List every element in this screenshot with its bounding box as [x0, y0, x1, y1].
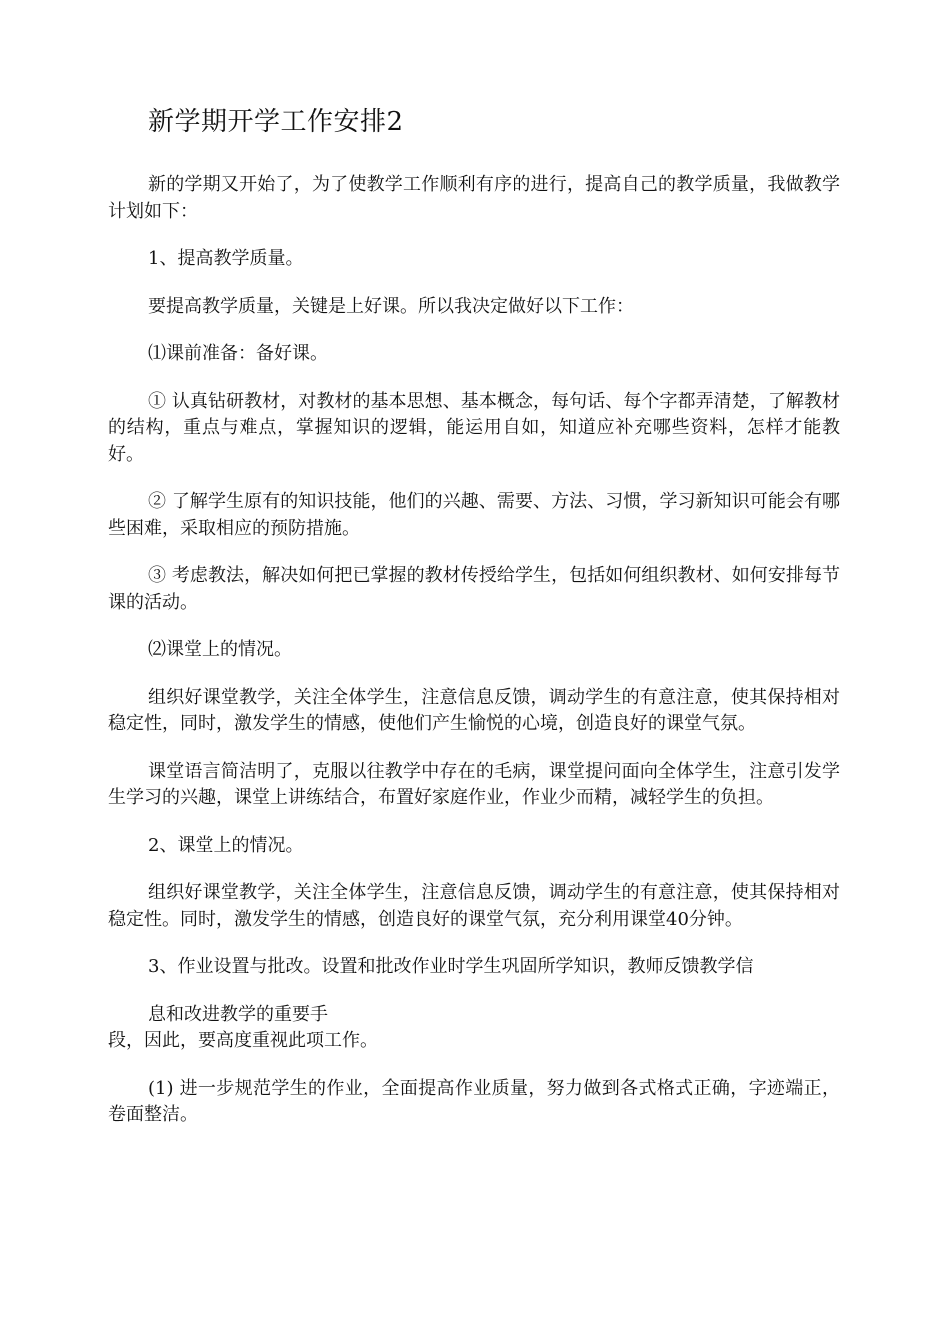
- paragraph-subheading: ⑴课前准备：备好课。: [148, 343, 328, 364]
- paragraph-item-2: ② 了解学生原有的知识技能，他们的兴趣、需要、方法、习惯，学习新知识可能会有哪些困难，采取相应的预防措施。: [108, 491, 840, 539]
- paragraph-fragment: 息和改进教学的重要手: [148, 1003, 328, 1025]
- paragraph-item: (1) 进一步规范学生的作业，全面提高作业质量，努力做到各式格式正确，字迹端正，卷面整洁。: [108, 1077, 840, 1125]
- document-title: 新学期开学工作安排2: [148, 107, 404, 137]
- paragraph-subheading: ⑵课堂上的情况。: [148, 639, 292, 660]
- paragraph-item-1: ① 认真钻研教材，对教材的基本思想、基本概念，每句话、每个字都弄清楚，了解教材的结构，重点与难点，掌握知识的逻辑，能运用自如，知道应补充哪些资料，怎样才能教好。: [108, 390, 840, 465]
- paragraph: 组织好课堂教学，关注全体学生，注意信息反馈，调动学生的有意注意，使其保持相对稳定性，同时，激发学生的情感，使他们产生愉悦的心境，创造良好的课堂气氛。: [108, 686, 840, 734]
- paragraph-item-3: ③ 考虑教法，解决如何把已掌握的教材传授给学生，包括如何组织教材、如何安排每节课的活动。: [108, 565, 840, 613]
- paragraph-heading-1: 1、提高教学质量。: [148, 248, 304, 269]
- document-body: [108, 172, 840, 1150]
- paragraph: 要提高教学质量，关键是上好课。所以我决定做好以下工作：: [148, 295, 634, 317]
- paragraph-fragment: 段，因此，要高度重视此项工作。: [108, 1030, 378, 1051]
- paragraph: 课堂语言简洁明了，克服以往教学中存在的毛病，课堂提问面向全体学生，注意引发学生学习的兴趣，课堂上讲练结合，布置好家庭作业，作业少而精，减轻学生的负担。: [108, 760, 840, 808]
- paragraph-heading-3: 3、作业设置与批改。设置和批改作业时学生巩固所学知识，教师反馈教学信: [148, 956, 754, 977]
- paragraph-intro: 新的学期又开始了，为了使教学工作顺利有序的进行，提高自己的教学质量，我做教学计划如下：: [108, 174, 840, 222]
- paragraph: 组织好课堂教学，关注全体学生，注意信息反馈，调动学生的有意注意，使其保持相对稳定性。同时，激发学生的情感，创造良好的课堂气氛，充分利用课堂40分钟。: [108, 882, 840, 930]
- paragraph-heading-2: 2、课堂上的情况。: [148, 834, 304, 856]
